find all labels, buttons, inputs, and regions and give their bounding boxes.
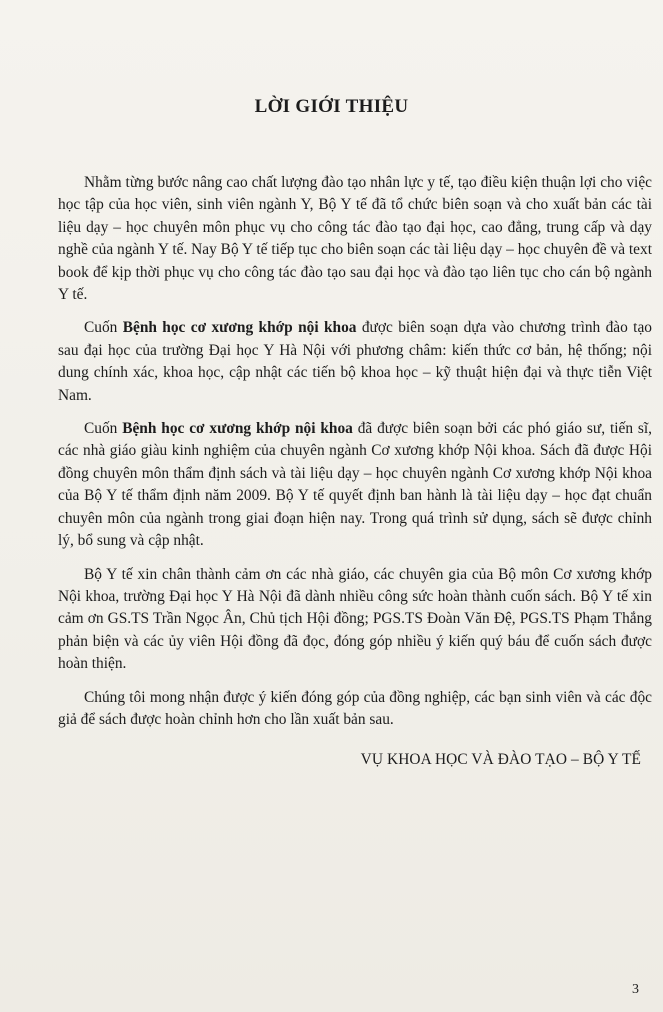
paragraph-text: Nhằm từng bước nâng cao chất lượng đào tạo nhân lực y tế, tạo điều kiện thuận lợi cho việc học tập của học viên, sinh viên ngành Y, Bộ Y tế đã tổ chức biên soạn và cho xuất bản các tài liệu dạy – học chuyên môn phục vụ cho công tác đào tạo đại học, cao đẳng, trung cấp và dạy nghề của ngành Y tế. Nay Bộ Y tế tiếp tục cho biên soạn các tài liệu dạy – học chuyên đề và text book để kịp thời phục vụ cho công tác đào tạo sau đại học và đào tạo liên tục cho cán bộ ngành Y tế. bbox=[58, 174, 652, 304]
paragraph-text-rest: đã được biên soạn bởi các phó giáo sư, tiến sĩ, các nhà giáo giàu kinh nghiệm của chuyên ngành Cơ xương khớp Nội khoa. Sách đã được Hội đồng chuyên môn thẩm định sách và tài liệu dạy – học chuyên ngành Cơ xương khớp Nội khoa của Bộ Y tế thẩm định năm 2009. Bộ Y tế quyết định ban hành là tài liệu dạy – học đạt chuẩn chuyên môn của ngành trong giai đoạn hiện nay. Trong quá trình sử dụng, sách sẽ được chỉnh lý, bổ sung và cập nhật. bbox=[58, 420, 652, 550]
paragraph-authors bbox=[58, 418, 652, 552]
paragraph-text: Bộ Y tế xin chân thành cảm ơn các nhà giáo, các chuyên gia của Bộ môn Cơ xương khớp Nội khoa, trường Đại học Y Hà Nội đã dành nhiều công sức hoàn thành cuốn sách. Bộ Y tế xin cảm ơn GS.TS Trần Ngọc Ân, Chủ tịch Hội đồng; PGS.TS Đoàn Văn Đệ, PGS.TS Phạm Thắng phản biện và các ủy viên Hội đồng đã đọc, đóng góp nhiều ý kiến quý báu để cuốn sách được hoàn thiện. bbox=[58, 565, 652, 673]
page-title: LỜI GIỚI THIỆU bbox=[254, 96, 409, 117]
body-text bbox=[58, 172, 652, 742]
paragraph-text-lead: Cuốn bbox=[84, 319, 123, 337]
paragraph-intro bbox=[58, 172, 652, 306]
paragraph-text: Chúng tôi mong nhận được ý kiến đóng góp của đồng nghiệp, các bạn sinh viên và các độc giả để sách được hoàn chỉnh hơn cho lần xuất bản sau. bbox=[58, 688, 652, 728]
paragraph-feedback bbox=[58, 687, 652, 732]
paragraph-text-rest: được biên soạn dựa vào chương trình đào tạo sau đại học của trường Đại học Y Hà Nội với phương châm: kiến thức cơ bản, hệ thống; nội dung chính xác, khoa học, cập nhật các tiến bộ khoa học – kỹ thuật hiện đại và thực tiễn Việt Nam. bbox=[58, 319, 652, 404]
paragraph-thanks bbox=[58, 564, 652, 676]
book-title: Bệnh học cơ xương khớp nội khoa bbox=[122, 319, 357, 337]
page-number: 3 bbox=[632, 982, 639, 997]
book-title: Bệnh học cơ xương khớp nội khoa bbox=[122, 420, 353, 438]
signature: VỤ KHOA HỌC VÀ ĐÀO TẠO – BỘ Y TẾ bbox=[360, 751, 641, 768]
paragraph-text-lead: Cuốn bbox=[84, 420, 123, 438]
paragraph-curriculum bbox=[58, 317, 652, 407]
